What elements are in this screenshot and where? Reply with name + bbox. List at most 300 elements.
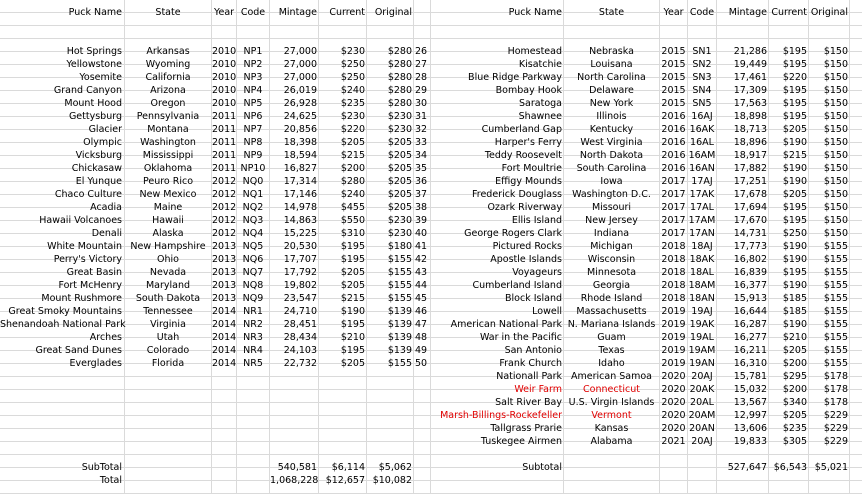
cell-original[interactable]: $280 <box>387 59 412 70</box>
cell-code[interactable]: NQ0 <box>242 176 264 187</box>
cell-current[interactable]: $230 <box>340 111 365 122</box>
header-year[interactable]: Year <box>213 7 235 18</box>
cell-puck-name[interactable]: San Antonio <box>504 345 562 356</box>
cell-state[interactable]: Florida <box>151 358 185 369</box>
total-current[interactable]: $12,657 <box>325 475 365 486</box>
cell-row-number[interactable]: 36 <box>415 176 428 187</box>
cell-current[interactable]: $305 <box>782 436 807 447</box>
cell-state[interactable]: Mississippi <box>142 150 194 161</box>
cell-code[interactable]: 19AJ <box>691 306 713 317</box>
cell-original[interactable]: $150 <box>823 189 848 200</box>
cell-mintage[interactable]: 22,732 <box>283 358 317 369</box>
cell-current[interactable]: $195 <box>782 111 807 122</box>
cell-current[interactable]: $195 <box>340 345 365 356</box>
cell-row-number[interactable]: 28 <box>415 72 428 83</box>
cell-original[interactable]: $155 <box>823 293 848 304</box>
cell-mintage[interactable]: 17,670 <box>733 215 767 226</box>
cell-year[interactable]: 2013 <box>212 241 237 252</box>
cell-mintage[interactable]: 28,451 <box>283 319 317 330</box>
cell-year[interactable]: 2018 <box>661 293 686 304</box>
cell-code[interactable]: NQ4 <box>242 228 264 239</box>
header-puck-name-right[interactable]: Puck Name <box>508 7 562 18</box>
subtotal-current-left[interactable]: $6,114 <box>331 462 365 473</box>
cell-year[interactable]: 2010 <box>212 59 237 70</box>
cell-current[interactable]: $205 <box>340 137 365 148</box>
cell-row-number[interactable]: 42 <box>415 254 428 265</box>
cell-state[interactable]: Hawaii <box>152 215 184 226</box>
cell-code[interactable]: 20AJ <box>691 371 713 382</box>
cell-original[interactable]: $150 <box>823 85 848 96</box>
cell-year[interactable]: 2013 <box>212 280 237 291</box>
cell-mintage[interactable]: 15,781 <box>733 371 767 382</box>
subtotal-mintage-left[interactable]: 540,581 <box>277 462 317 473</box>
header-mintage[interactable]: Mintage <box>278 7 317 18</box>
cell-original[interactable]: $155 <box>823 319 848 330</box>
cell-mintage[interactable]: 17,251 <box>733 176 767 187</box>
subtotal-current-right[interactable]: $6,543 <box>773 462 807 473</box>
cell-original[interactable]: $155 <box>823 345 848 356</box>
cell-current[interactable]: $190 <box>782 254 807 265</box>
cell-puck-name[interactable]: Yellowstone <box>66 59 122 70</box>
subtotal-original-left[interactable]: $5,062 <box>378 462 412 473</box>
cell-row-number[interactable]: 38 <box>415 202 428 213</box>
cell-state[interactable]: Oregon <box>150 98 186 109</box>
cell-year[interactable]: 2018 <box>661 267 686 278</box>
cell-code[interactable]: NR1 <box>243 306 263 317</box>
cell-row-number[interactable]: 48 <box>415 332 428 343</box>
cell-mintage[interactable]: 19,802 <box>283 280 317 291</box>
cell-state[interactable]: Arizona <box>150 85 186 96</box>
cell-original[interactable]: $139 <box>387 332 412 343</box>
cell-row-number[interactable]: 39 <box>415 215 428 226</box>
cell-code[interactable]: SN4 <box>692 85 712 96</box>
cell-original[interactable]: $178 <box>823 371 848 382</box>
cell-current[interactable]: $215 <box>782 150 807 161</box>
cell-code[interactable]: 19AK <box>689 319 715 330</box>
cell-state[interactable]: North Dakota <box>579 150 644 161</box>
cell-original[interactable]: $205 <box>387 163 412 174</box>
cell-original[interactable]: $155 <box>387 267 412 278</box>
cell-state[interactable]: New York <box>589 98 634 109</box>
cell-state[interactable]: Alabama <box>590 436 633 447</box>
cell-year[interactable]: 2013 <box>212 293 237 304</box>
cell-code[interactable]: 16AK <box>689 124 715 135</box>
header-mintage-right[interactable]: Mintage <box>728 7 767 18</box>
cell-original[interactable]: $178 <box>823 384 848 395</box>
cell-mintage[interactable]: 17,792 <box>283 267 317 278</box>
cell-state[interactable]: Nebraska <box>589 46 634 57</box>
cell-code[interactable]: 16AN <box>689 163 715 174</box>
cell-puck-name[interactable]: Acadia <box>90 202 122 213</box>
cell-mintage[interactable]: 20,856 <box>283 124 317 135</box>
cell-row-number[interactable]: 26 <box>415 46 428 57</box>
cell-puck-name[interactable]: Yosemite <box>79 72 122 83</box>
cell-original[interactable]: $229 <box>823 410 848 421</box>
subtotal-label-left[interactable]: SubTotal <box>81 462 122 473</box>
cell-current[interactable]: $195 <box>782 98 807 109</box>
cell-original[interactable]: $155 <box>823 280 848 291</box>
cell-code[interactable]: NQ9 <box>242 293 264 304</box>
cell-year[interactable]: 2015 <box>661 46 686 57</box>
cell-current[interactable]: $190 <box>782 319 807 330</box>
cell-mintage[interactable]: 14,731 <box>733 228 767 239</box>
cell-code[interactable]: NR3 <box>243 332 263 343</box>
cell-row-number[interactable]: 30 <box>415 98 428 109</box>
cell-year[interactable]: 2010 <box>212 98 237 109</box>
cell-puck-name[interactable]: Tallgrass Prarie <box>490 423 562 434</box>
cell-mintage[interactable]: 16,287 <box>733 319 767 330</box>
cell-puck-name[interactable]: Block Island <box>505 293 562 304</box>
cell-mintage[interactable]: 18,594 <box>283 150 317 161</box>
cell-state[interactable]: Iowa <box>600 176 623 187</box>
cell-year[interactable]: 2010 <box>212 46 237 57</box>
cell-puck-name[interactable]: Homestead <box>507 46 562 57</box>
cell-code[interactable]: 20AM <box>688 410 716 421</box>
cell-current[interactable]: $250 <box>340 59 365 70</box>
cell-row-number[interactable]: 32 <box>415 124 428 135</box>
cell-code[interactable]: 18AL <box>690 267 714 278</box>
cell-mintage[interactable]: 16,644 <box>733 306 767 317</box>
cell-current[interactable]: $205 <box>340 280 365 291</box>
cell-current[interactable]: $215 <box>340 293 365 304</box>
cell-state[interactable]: Idaho <box>598 358 625 369</box>
cell-year[interactable]: 2011 <box>212 163 237 174</box>
cell-puck-name[interactable]: Pictured Rocks <box>492 241 562 252</box>
cell-state[interactable]: Wyoming <box>145 59 191 70</box>
cell-state[interactable]: Indiana <box>593 228 630 239</box>
cell-year[interactable]: 2017 <box>661 202 686 213</box>
cell-state[interactable]: Rhode Island <box>580 293 643 304</box>
cell-code[interactable]: NQ5 <box>242 241 264 252</box>
cell-mintage[interactable]: 17,146 <box>283 189 317 200</box>
cell-puck-name[interactable]: Lowell <box>532 306 562 317</box>
cell-row-number[interactable]: 40 <box>415 228 428 239</box>
cell-original[interactable]: $280 <box>387 46 412 57</box>
cell-current[interactable]: $250 <box>340 72 365 83</box>
cell-year[interactable]: 2015 <box>661 85 686 96</box>
cell-state[interactable]: Michigan <box>590 241 633 252</box>
cell-mintage[interactable]: 18,898 <box>733 111 767 122</box>
cell-state[interactable]: Oklahoma <box>143 163 193 174</box>
cell-mintage[interactable]: 12,997 <box>733 410 767 421</box>
cell-original[interactable]: $139 <box>387 319 412 330</box>
cell-original[interactable]: $229 <box>823 423 848 434</box>
cell-original[interactable]: $230 <box>387 111 412 122</box>
cell-state[interactable]: Maryland <box>145 280 191 291</box>
cell-current[interactable]: $250 <box>782 228 807 239</box>
cell-original[interactable]: $155 <box>387 358 412 369</box>
cell-year[interactable]: 2016 <box>661 124 686 135</box>
cell-current[interactable]: $550 <box>340 215 365 226</box>
cell-state[interactable]: Pennsylvania <box>136 111 200 122</box>
cell-mintage[interactable]: 15,032 <box>733 384 767 395</box>
cell-puck-name[interactable]: Great Sand Dunes <box>35 345 122 356</box>
cell-code[interactable]: 20AK <box>689 384 715 395</box>
cell-current[interactable]: $195 <box>782 215 807 226</box>
cell-original[interactable]: $205 <box>387 137 412 148</box>
cell-original[interactable]: $150 <box>823 98 848 109</box>
cell-code[interactable]: NP7 <box>243 124 263 135</box>
cell-code[interactable]: 17AM <box>688 215 716 226</box>
cell-mintage[interactable]: 16,211 <box>733 345 767 356</box>
cell-code[interactable]: NP4 <box>243 85 263 96</box>
cell-year[interactable]: 2012 <box>212 189 237 200</box>
cell-puck-name[interactable]: Harper's Ferry <box>494 137 562 148</box>
cell-current[interactable]: $240 <box>340 85 365 96</box>
cell-puck-name[interactable]: Kisatchie <box>518 59 562 70</box>
cell-row-number[interactable]: 47 <box>415 319 428 330</box>
cell-row-number[interactable]: 33 <box>415 137 428 148</box>
cell-puck-name[interactable]: Cumberland Gap <box>481 124 562 135</box>
cell-state[interactable]: Nevada <box>149 267 187 278</box>
cell-current[interactable]: $190 <box>782 176 807 187</box>
cell-code[interactable]: NQ2 <box>242 202 264 213</box>
cell-puck-name[interactable]: Denali <box>91 228 122 239</box>
cell-state[interactable]: Georgia <box>592 280 631 291</box>
cell-mintage[interactable]: 15,913 <box>733 293 767 304</box>
cell-current[interactable]: $205 <box>340 267 365 278</box>
cell-original[interactable]: $155 <box>387 293 412 304</box>
cell-mintage[interactable]: 17,882 <box>733 163 767 174</box>
cell-mintage[interactable]: 16,277 <box>733 332 767 343</box>
cell-year[interactable]: 2011 <box>212 111 237 122</box>
cell-current[interactable]: $215 <box>340 150 365 161</box>
cell-state[interactable]: Kentucky <box>589 124 634 135</box>
cell-original[interactable]: $155 <box>823 241 848 252</box>
cell-state[interactable]: South Carolina <box>576 163 647 174</box>
header-state-right[interactable]: State <box>598 7 625 18</box>
cell-puck-name[interactable]: Frank Church <box>499 358 562 369</box>
cell-puck-name[interactable]: Hawaii Volcanoes <box>39 215 122 226</box>
header-puck-name[interactable]: Puck Name <box>68 7 122 18</box>
cell-mintage[interactable]: 18,398 <box>283 137 317 148</box>
cell-current[interactable]: $340 <box>782 397 807 408</box>
cell-year[interactable]: 2018 <box>661 241 686 252</box>
cell-current[interactable]: $200 <box>340 163 365 174</box>
cell-mintage[interactable]: 27,000 <box>283 59 317 70</box>
cell-puck-name[interactable]: Nationall Park <box>496 371 562 382</box>
cell-state[interactable]: Illinois <box>596 111 627 122</box>
cell-year[interactable]: 2011 <box>212 150 237 161</box>
cell-state[interactable]: Guam <box>597 332 626 343</box>
cell-original[interactable]: $230 <box>387 215 412 226</box>
cell-puck-name[interactable]: Shenandoah National Park <box>0 319 126 330</box>
cell-original[interactable]: $230 <box>387 124 412 135</box>
cell-puck-name[interactable]: Great Smoky Mountains <box>8 306 122 317</box>
cell-year[interactable]: 2014 <box>212 332 237 343</box>
cell-mintage[interactable]: 16,310 <box>733 358 767 369</box>
cell-current[interactable]: $205 <box>782 124 807 135</box>
cell-puck-name[interactable]: Fort Moultrie <box>501 163 562 174</box>
cell-original[interactable]: $155 <box>387 280 412 291</box>
cell-puck-name[interactable]: Chickasaw <box>71 163 122 174</box>
cell-current[interactable]: $235 <box>782 423 807 434</box>
cell-current[interactable]: $205 <box>782 189 807 200</box>
cell-year[interactable]: 2012 <box>212 176 237 187</box>
cell-state[interactable]: Connecticut <box>583 384 640 395</box>
cell-code[interactable]: NQ3 <box>242 215 264 226</box>
cell-puck-name[interactable]: Frederick Douglass <box>471 189 562 200</box>
cell-mintage[interactable]: 13,567 <box>733 397 767 408</box>
cell-year[interactable]: 2019 <box>661 319 686 330</box>
cell-state[interactable]: U.S. Virgin Islands <box>568 397 655 408</box>
cell-year[interactable]: 2012 <box>212 202 237 213</box>
subtotal-label-right[interactable]: Subtotal <box>522 462 562 473</box>
cell-mintage[interactable]: 17,461 <box>733 72 767 83</box>
cell-current[interactable]: $220 <box>340 124 365 135</box>
cell-puck-name[interactable]: George Rogers Clark <box>464 228 562 239</box>
cell-current[interactable]: $455 <box>340 202 365 213</box>
cell-mintage[interactable]: 20,530 <box>283 241 317 252</box>
cell-state[interactable]: Wisconsin <box>587 254 636 265</box>
cell-state[interactable]: West Virginia <box>580 137 643 148</box>
cell-year[interactable]: 2020 <box>661 371 686 382</box>
cell-mintage[interactable]: 23,547 <box>283 293 317 304</box>
cell-current[interactable]: $210 <box>782 332 807 343</box>
cell-mintage[interactable]: 28,434 <box>283 332 317 343</box>
cell-original[interactable]: $150 <box>823 124 848 135</box>
cell-year[interactable]: 2014 <box>212 319 237 330</box>
cell-row-number[interactable]: 34 <box>415 150 428 161</box>
cell-puck-name[interactable]: El Yunque <box>75 176 122 187</box>
cell-original[interactable]: $139 <box>387 345 412 356</box>
cell-code[interactable]: NR4 <box>243 345 263 356</box>
cell-mintage[interactable]: 17,773 <box>733 241 767 252</box>
cell-year[interactable]: 2016 <box>661 163 686 174</box>
cell-original[interactable]: $155 <box>823 254 848 265</box>
cell-puck-name[interactable]: Ellis Island <box>511 215 562 226</box>
cell-current[interactable]: $240 <box>340 189 365 200</box>
cell-puck-name[interactable]: Olympic <box>83 137 122 148</box>
cell-current[interactable]: $195 <box>782 267 807 278</box>
cell-current[interactable]: $230 <box>340 46 365 57</box>
cell-puck-name[interactable]: Teddy Roosevelt <box>484 150 562 161</box>
cell-state[interactable]: New Jersey <box>585 215 638 226</box>
cell-puck-name[interactable]: Vicksburg <box>75 150 122 161</box>
cell-year[interactable]: 2018 <box>661 254 686 265</box>
cell-state[interactable]: Alaska <box>152 228 184 239</box>
cell-puck-name[interactable]: Fort McHenry <box>58 280 122 291</box>
cell-mintage[interactable]: 27,000 <box>283 46 317 57</box>
cell-state[interactable]: New Mexico <box>139 189 197 200</box>
cell-year[interactable]: 2016 <box>661 111 686 122</box>
cell-year[interactable]: 2016 <box>661 150 686 161</box>
cell-original[interactable]: $139 <box>387 306 412 317</box>
cell-original[interactable]: $150 <box>823 59 848 70</box>
cell-row-number[interactable]: 27 <box>415 59 428 70</box>
cell-year[interactable]: 2021 <box>661 436 686 447</box>
cell-current[interactable]: $220 <box>782 72 807 83</box>
cell-puck-name[interactable]: Blue Ridge Parkway <box>468 72 562 83</box>
cell-mintage[interactable]: 17,694 <box>733 202 767 213</box>
cell-code[interactable]: 16AM <box>688 150 716 161</box>
cell-original[interactable]: $155 <box>823 332 848 343</box>
cell-original[interactable]: $280 <box>387 85 412 96</box>
cell-code[interactable]: NP10 <box>240 163 266 174</box>
cell-state[interactable]: Minnesota <box>586 267 637 278</box>
cell-row-number[interactable]: 41 <box>415 241 428 252</box>
cell-year[interactable]: 2020 <box>661 410 686 421</box>
cell-mintage[interactable]: 17,314 <box>283 176 317 187</box>
header-code[interactable]: Code <box>240 7 266 18</box>
cell-code[interactable]: 19AN <box>689 358 715 369</box>
cell-code[interactable]: SN3 <box>692 72 712 83</box>
cell-puck-name[interactable]: Mount Rushmore <box>41 293 122 304</box>
cell-puck-name[interactable]: Saratoga <box>519 98 562 109</box>
cell-original[interactable]: $150 <box>823 228 848 239</box>
cell-code[interactable]: NQ8 <box>242 280 264 291</box>
cell-year[interactable]: 2013 <box>212 267 237 278</box>
subtotal-original-right[interactable]: $5,021 <box>814 462 848 473</box>
cell-original[interactable]: $150 <box>823 72 848 83</box>
cell-mintage[interactable]: 14,978 <box>283 202 317 213</box>
cell-row-number[interactable]: 37 <box>415 189 428 200</box>
cell-original[interactable]: $230 <box>387 228 412 239</box>
cell-state[interactable]: Tennessee <box>143 306 193 317</box>
cell-mintage[interactable]: 16,802 <box>733 254 767 265</box>
cell-code[interactable]: 19AL <box>690 332 714 343</box>
cell-mintage[interactable]: 26,019 <box>283 85 317 96</box>
total-label[interactable]: Total <box>99 475 122 486</box>
cell-code[interactable]: 17AN <box>689 228 715 239</box>
cell-code[interactable]: NQ6 <box>242 254 264 265</box>
cell-year[interactable]: 2019 <box>661 306 686 317</box>
cell-year[interactable]: 2010 <box>212 72 237 83</box>
cell-code[interactable]: 16AJ <box>691 111 713 122</box>
cell-year[interactable]: 2012 <box>212 215 237 226</box>
cell-row-number[interactable]: 29 <box>415 85 428 96</box>
cell-row-number[interactable]: 43 <box>415 267 428 278</box>
cell-year[interactable]: 2012 <box>212 228 237 239</box>
cell-mintage[interactable]: 18,713 <box>733 124 767 135</box>
cell-puck-name[interactable]: Tuskegee Airmen <box>480 436 562 447</box>
cell-current[interactable]: $195 <box>782 59 807 70</box>
cell-year[interactable]: 2010 <box>212 85 237 96</box>
cell-code[interactable]: 17AK <box>689 189 715 200</box>
cell-state[interactable]: Kansas <box>594 423 629 434</box>
cell-current[interactable]: $190 <box>782 280 807 291</box>
cell-row-number[interactable]: 35 <box>415 163 428 174</box>
total-mintage[interactable]: 1,068,228 <box>270 475 319 486</box>
cell-puck-name[interactable]: Everglades <box>69 358 122 369</box>
header-current[interactable]: Current <box>329 7 365 18</box>
cell-mintage[interactable]: 18,896 <box>733 137 767 148</box>
cell-current[interactable]: $190 <box>782 241 807 252</box>
cell-original[interactable]: $178 <box>823 397 848 408</box>
cell-mintage[interactable]: 16,839 <box>733 267 767 278</box>
cell-code[interactable]: 20AN <box>689 423 715 434</box>
cell-code[interactable]: 18AK <box>689 254 715 265</box>
header-current-right[interactable]: Current <box>771 7 807 18</box>
cell-original[interactable]: $150 <box>823 150 848 161</box>
cell-code[interactable]: 18AN <box>689 293 715 304</box>
cell-original[interactable]: $150 <box>823 176 848 187</box>
cell-current[interactable]: $190 <box>782 163 807 174</box>
cell-current[interactable]: $205 <box>782 345 807 356</box>
cell-original[interactable]: $155 <box>823 267 848 278</box>
cell-state[interactable]: Washington <box>140 137 196 148</box>
cell-current[interactable]: $200 <box>782 384 807 395</box>
cell-code[interactable]: 19AM <box>688 345 716 356</box>
header-year-right[interactable]: Year <box>663 7 684 18</box>
cell-mintage[interactable]: 14,863 <box>283 215 317 226</box>
cell-puck-name[interactable]: Weir Farm <box>514 384 562 395</box>
cell-code[interactable]: 18AM <box>688 280 716 291</box>
cell-code[interactable]: NP3 <box>243 72 263 83</box>
cell-original[interactable]: $150 <box>823 137 848 148</box>
header-state[interactable]: State <box>155 7 181 18</box>
cell-original[interactable]: $150 <box>823 46 848 57</box>
